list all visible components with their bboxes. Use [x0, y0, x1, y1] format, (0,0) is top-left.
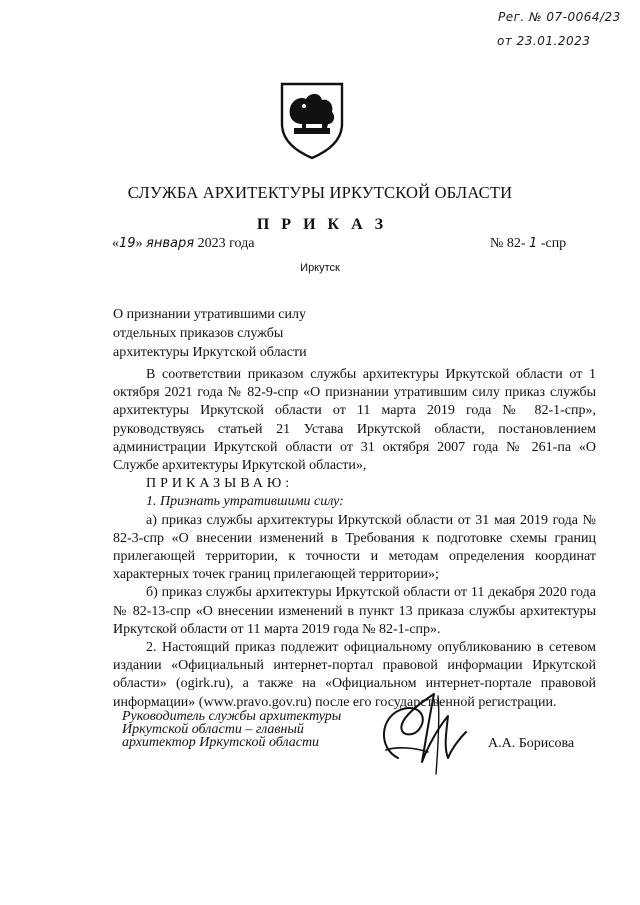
date-mid: »	[135, 236, 147, 251]
date-month-handwritten: января	[146, 236, 195, 251]
subject-line: О признании утратившими силу	[113, 307, 306, 322]
order-number	[490, 236, 566, 252]
order-date	[112, 236, 254, 252]
date-year: 2023 года	[194, 236, 255, 251]
signer-title-line: Руководитель службы архитектуры	[122, 709, 342, 724]
agency-name: СЛУЖБА АРХИТЕКТУРЫ ИРКУТСКОЙ ОБЛАСТИ	[127, 183, 513, 202]
city: Иркутск	[300, 262, 340, 274]
registration-number: Рег. № 07-0064/23	[498, 10, 621, 24]
number-suffix: -спр	[537, 236, 567, 251]
signer-name: А.А. Борисова	[488, 736, 575, 751]
number-prefix: № 82-	[490, 236, 530, 251]
signer-title-line: Иркутской области – главный	[122, 722, 304, 737]
number-handwritten: 1	[529, 236, 538, 251]
order-subject	[113, 305, 373, 362]
date-day-handwritten: 19	[119, 236, 136, 251]
registration-date: от 23.01.2023	[497, 34, 591, 48]
coat-of-arms-emblem	[276, 78, 348, 160]
document-type: П Р И К А З	[256, 216, 388, 233]
signer-title	[122, 710, 341, 749]
preamble-paragraph: В соответствии приказом службы архитектуры Иркутской области от 1 октября 2021 года № 82-9-спр «О признании утратившим силу приказ службы архитектуры Иркутской области от 11 марта 2019 года № 82-1-спр», руководствуясь статьей 21 Устава Иркутской области, постановлением администрации Иркутской области от 31 октября 2007 года № 261-па «О Службе архитектуры Иркутской области»,	[113, 367, 596, 474]
subject-line: архитектуры Иркутской области	[113, 345, 307, 360]
item-2: 2. Настоящий приказ подлежит официальному опубликованию в сетевом издании «Официальный интернет-портал правовой информации Иркутской области» (ogirk.ru), а также на «Официальном интернет-портале правовой информации» (www.pravo.gov.ru) после его государственной регистрации.	[113, 640, 596, 710]
item-1: 1. Признать утратившими силу:	[146, 494, 344, 510]
item-1b: б) приказ службы архитектуры Иркутской области от 11 декабря 2020 года № 82-13-спр «О внесении изменений в пункт 13 приказа службы архитектуры Иркутской области от 11 марта 2019 года № 82-1-спр».	[113, 585, 596, 637]
order-body	[113, 366, 596, 712]
order-word: ПРИКАЗЫВАЮ:	[146, 476, 294, 492]
subject-line: отдельных приказов службы	[113, 326, 284, 341]
date-open: «	[112, 236, 119, 251]
item-1a: а) приказ службы архитектуры Иркутской области от 31 мая 2019 года № 82-3-спр «О внесении изменений в Требования к подготовке схемы границ прилегающей территории, к точности и методам определения координат характерных точек границ прилегающей территории»;	[113, 512, 596, 583]
signer-title-line: архитектор Иркутской области	[122, 735, 320, 750]
handwritten-signature	[368, 688, 478, 780]
